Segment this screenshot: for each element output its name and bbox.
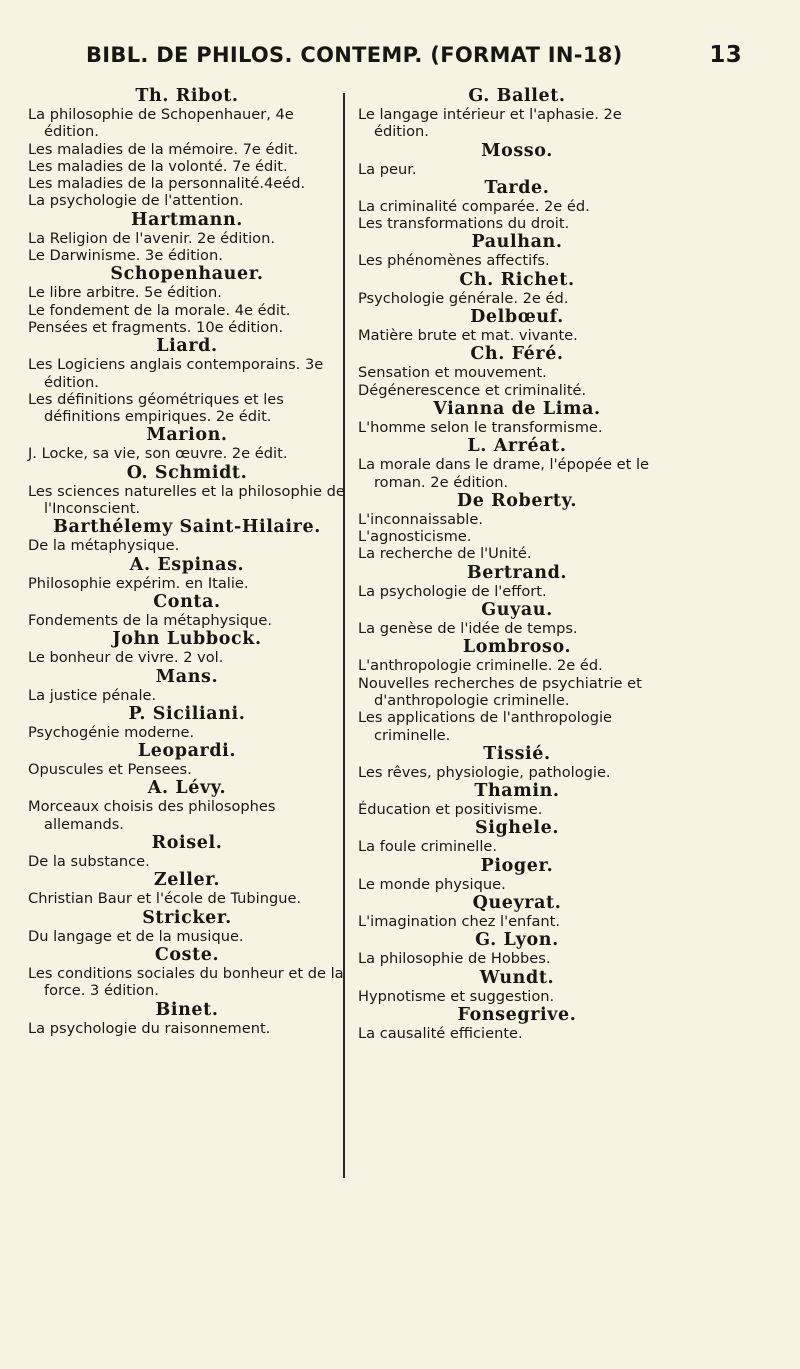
author-name: Liard. bbox=[156, 336, 218, 357]
catalog-entry bbox=[28, 86, 346, 210]
author-name: Tissié. bbox=[483, 743, 551, 764]
work-title: Les définitions géométriques et les définitions empiriques. 2e édit. bbox=[28, 390, 284, 426]
work-title: Le Darwinisme. 3e édition. bbox=[28, 247, 223, 265]
author-name: L. Arréat. bbox=[467, 436, 567, 457]
catalog-entry bbox=[358, 930, 676, 967]
work-title: Morceaux choisis des philosophes allemands. bbox=[28, 798, 276, 833]
work-title: La causalité efficiente. bbox=[358, 1024, 523, 1042]
catalog-entry bbox=[28, 1000, 346, 1037]
catalog-entry bbox=[28, 945, 346, 1000]
author-name: Ch. Richet. bbox=[459, 269, 575, 290]
work-title: Du langage et de la musique. bbox=[28, 927, 244, 945]
catalog-entry bbox=[358, 141, 676, 178]
author-name: Queyrat. bbox=[472, 893, 562, 914]
work-title: Le monde physique. bbox=[358, 875, 506, 893]
work-title: La psychologie de l'effort. bbox=[358, 582, 547, 600]
work-title: La morale dans le drame, l'épopée et le roman. 2e édition. bbox=[358, 456, 649, 491]
work-title: Pensées et fragments. 10e édition. bbox=[28, 318, 284, 336]
author-name: De Roberty. bbox=[456, 490, 578, 511]
author-name: Stricker. bbox=[142, 907, 232, 928]
catalog-entry bbox=[28, 908, 346, 945]
work-title: Psychologie générale. 2e éd. bbox=[358, 289, 569, 307]
page-header bbox=[86, 42, 742, 68]
work-title: Les phénomènes affectifs. bbox=[358, 252, 550, 270]
work-title: Les transformations du droit. bbox=[358, 215, 570, 233]
work-title: Christian Baur et l'école de Tubingue. bbox=[28, 890, 302, 908]
catalog-entry bbox=[28, 463, 346, 518]
work-title: Le fondement de la morale. 4e édit. bbox=[28, 301, 291, 319]
catalog-entry bbox=[28, 336, 346, 425]
work-title: L'inconnaissable. bbox=[358, 510, 483, 528]
work-title: Fondements de la métaphysique. bbox=[28, 611, 273, 629]
catalog-entry bbox=[28, 870, 346, 907]
author-name: Sighele. bbox=[474, 818, 560, 839]
author-name: Barthélemy Saint-Hilaire. bbox=[53, 517, 321, 538]
author-name: Conta. bbox=[153, 591, 221, 612]
work-title: Les rêves, physiologie, pathologie. bbox=[358, 763, 611, 781]
catalog-entry bbox=[28, 210, 346, 265]
author-name: Marion. bbox=[146, 425, 228, 446]
catalog-entry bbox=[358, 744, 676, 781]
author-name: Ch. Féré. bbox=[470, 344, 564, 365]
work-title: Le bonheur de vivre. 2 vol. bbox=[28, 649, 224, 667]
author-name: Hartmann. bbox=[131, 209, 243, 230]
catalog-entry bbox=[358, 1005, 676, 1042]
work-title: Les conditions sociales du bonheur et de la force. 3 édition. bbox=[28, 964, 344, 1000]
work-title: La Religion de l'avenir. 2e édition. bbox=[28, 229, 275, 247]
author-name: Coste. bbox=[154, 944, 220, 965]
work-title: Le langage intérieur et l'aphasie. 2e édition. bbox=[358, 106, 622, 141]
author-name: P. Siciliani. bbox=[128, 703, 246, 724]
work-title: La recherche de l'Unité. bbox=[358, 545, 532, 563]
work-title: La genèse de l'idée de temps. bbox=[358, 620, 578, 638]
catalog-entry bbox=[28, 704, 346, 741]
catalog-entry bbox=[28, 592, 346, 629]
work-title: Éducation et positivisme. bbox=[358, 801, 543, 819]
catalog-entry bbox=[28, 667, 346, 704]
catalog-entry bbox=[358, 781, 676, 818]
author-name: Fonsegrive. bbox=[457, 1004, 577, 1025]
catalog-entry bbox=[28, 517, 346, 554]
author-name: Tarde. bbox=[484, 177, 550, 198]
work-title: L'agnosticisme. bbox=[358, 528, 472, 546]
author-name: Wundt. bbox=[479, 967, 555, 988]
work-title: La justice pénale. bbox=[28, 686, 157, 704]
work-title: Nouvelles recherches de psychiatrie et d'anthropologie criminelle. bbox=[358, 674, 642, 709]
author-name: Mans. bbox=[155, 666, 219, 687]
work-title: La foule criminelle. bbox=[358, 838, 498, 856]
work-title: La psychologie du raisonnement. bbox=[28, 1019, 271, 1037]
catalog-entry bbox=[358, 232, 676, 269]
catalog-entry bbox=[358, 436, 676, 491]
work-title: L'anthropologie criminelle. 2e éd. bbox=[358, 657, 603, 675]
work-title: Les maladies de la personnalité.4eéd. bbox=[28, 175, 306, 193]
work-title: La peur. bbox=[358, 160, 417, 178]
catalog-entry bbox=[358, 563, 676, 600]
work-title: De la substance. bbox=[28, 853, 150, 871]
work-title: Les maladies de la mémoire. 7e édit. bbox=[28, 140, 299, 158]
catalog-entry bbox=[358, 86, 676, 141]
author-name: Zeller. bbox=[153, 870, 221, 891]
catalog-entry bbox=[28, 833, 346, 870]
author-name: Roisel. bbox=[151, 833, 223, 854]
catalog-entry bbox=[358, 178, 676, 233]
work-title: La psychologie de l'attention. bbox=[28, 192, 244, 210]
author-name: Bertrand. bbox=[466, 562, 568, 583]
author-name: Mosso. bbox=[481, 140, 553, 161]
catalog-entry bbox=[28, 555, 346, 592]
page-number: 13 bbox=[709, 42, 742, 68]
work-title: La philosophie de Hobbes. bbox=[358, 950, 551, 968]
work-title: Psychogénie moderne. bbox=[28, 723, 195, 741]
catalog-entry bbox=[358, 637, 676, 743]
author-name: G. Ballet. bbox=[468, 86, 566, 106]
catalog-entry bbox=[358, 399, 676, 436]
work-title: Hypnotisme et suggestion. bbox=[358, 987, 555, 1005]
work-title: Dégénerescence et criminalité. bbox=[358, 381, 587, 399]
work-title: L'imagination chez l'enfant. bbox=[358, 913, 560, 931]
catalog-entry bbox=[358, 491, 676, 563]
author-name: Vianna de Lima. bbox=[433, 398, 601, 419]
catalog-entry bbox=[28, 629, 346, 666]
author-name: A. Lévy. bbox=[147, 778, 227, 799]
author-name: Guyau. bbox=[481, 600, 553, 621]
running-title: BIBL. DE PHILOS. CONTEMP. (FORMAT IN-18) bbox=[86, 43, 623, 67]
catalog-entry bbox=[358, 893, 676, 930]
author-name: Pioger. bbox=[480, 855, 554, 876]
author-name: Th. Ribot. bbox=[135, 86, 239, 106]
work-title: De la métaphysique. bbox=[28, 537, 180, 555]
catalog-entry bbox=[28, 778, 346, 833]
work-title: Le libre arbitre. 5e édition. bbox=[28, 284, 222, 302]
author-name: Thamin. bbox=[474, 781, 560, 802]
work-title: Les Logiciens anglais contemporains. 3e édition. bbox=[28, 356, 324, 391]
work-title: Sensation et mouvement. bbox=[358, 364, 547, 382]
author-name: G. Lyon. bbox=[475, 930, 559, 951]
author-name: Binet. bbox=[155, 999, 219, 1020]
work-title: La criminalité comparée. 2e éd. bbox=[358, 197, 590, 215]
catalog-entry bbox=[358, 600, 676, 637]
work-title: Philosophie expérim. en Italie. bbox=[28, 574, 249, 592]
work-title: Les applications de l'anthropologie criminelle. bbox=[358, 709, 613, 744]
author-name: John Lubbock. bbox=[112, 629, 262, 650]
work-title: Matière brute et mat. vivante. bbox=[358, 327, 578, 345]
catalog-entry bbox=[358, 856, 676, 893]
catalog-entry bbox=[358, 270, 676, 307]
author-name: O. Schmidt. bbox=[126, 462, 248, 483]
catalog-entry bbox=[358, 968, 676, 1005]
catalog-entry bbox=[358, 344, 676, 399]
author-name: Lombroso. bbox=[462, 637, 572, 658]
work-title: Les maladies de la volonté. 7e édit. bbox=[28, 157, 288, 175]
author-name: Paulhan. bbox=[471, 232, 563, 253]
catalog-entry bbox=[28, 264, 346, 336]
author-name: Leopardi. bbox=[137, 741, 237, 762]
catalog-entry bbox=[358, 818, 676, 855]
left-column bbox=[28, 86, 346, 1037]
work-title: La philosophie de Schopenhauer, 4e édition. bbox=[28, 106, 294, 141]
work-title: Opuscules et Pensees. bbox=[28, 761, 192, 779]
work-title: Les sciences naturelles et la philosophie de l'Inconscient. bbox=[28, 482, 345, 518]
catalog-entry bbox=[28, 425, 346, 462]
author-name: Schopenhauer. bbox=[110, 264, 264, 285]
work-title: J. Locke, sa vie, son œuvre. 2e édit. bbox=[28, 445, 288, 463]
author-name: Delbœuf. bbox=[470, 307, 564, 328]
right-column bbox=[358, 86, 676, 1042]
author-name: A. Espinas. bbox=[129, 554, 245, 575]
catalog-entry bbox=[28, 741, 346, 778]
catalog-entry bbox=[358, 307, 676, 344]
work-title: L'homme selon le transformisme. bbox=[358, 418, 603, 436]
